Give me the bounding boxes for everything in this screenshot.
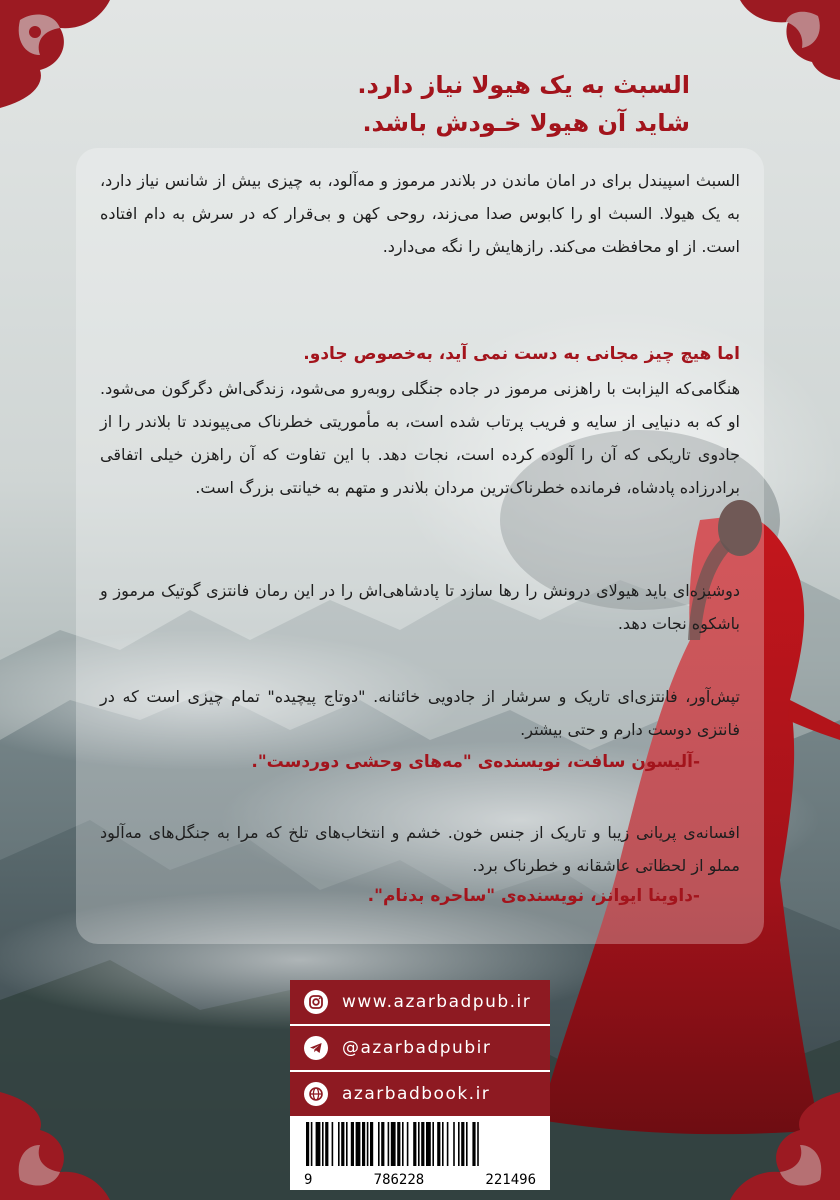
barcode-bar [332, 1122, 334, 1166]
corner-ornament-bottom-right [710, 1090, 840, 1200]
contact-row-bookstore[interactable] [290, 1072, 550, 1118]
barcode-bar [426, 1122, 431, 1166]
publisher-info-box [290, 980, 550, 1190]
barcode-bar [447, 1122, 449, 1166]
barcode-bar [351, 1122, 354, 1166]
tagline [90, 66, 690, 142]
barcode-bars [290, 1118, 550, 1170]
contact-website-text: www.azarbadpub.ir [342, 992, 532, 1012]
corner-ornament-bottom-left [0, 1090, 130, 1200]
barcode-bar [453, 1122, 455, 1166]
barcode-bar [413, 1122, 416, 1166]
telegram-icon [304, 1036, 328, 1060]
barcode-bar [322, 1122, 324, 1166]
barcode-bar [311, 1122, 313, 1166]
isbn-barcode [290, 1118, 550, 1190]
barcode-bar [472, 1122, 475, 1166]
barcode-bar [402, 1122, 404, 1166]
review-quote-2-author: -داوینا ایوانز، نویسنده‌ی "ساحره بدنام". [367, 886, 700, 906]
barcode-bar [461, 1122, 464, 1166]
barcode-bar [466, 1122, 468, 1166]
review-quote-1-author: -آلیسون سافت، نویسنده‌ی "مه‌های وحشی دوردست". [251, 752, 700, 772]
isbn-digit-group-1: 786228 [373, 1172, 425, 1188]
barcode-bar [367, 1122, 369, 1166]
barcode-bar [338, 1122, 340, 1166]
contact-bookstore-text: azarbadbook.ir [342, 1084, 491, 1104]
tagline-line-2: شاید آن هیولا خـودش باشد. [362, 109, 690, 137]
isbn-digit-group-2: 221496 [485, 1172, 536, 1188]
barcode-bar [418, 1122, 420, 1166]
barcode-bar [458, 1122, 460, 1166]
barcode-bar [370, 1122, 373, 1166]
review-quote-2: افسانه‌ی پریانی زیبا و تاریک از جنس خون. خشم و انتخاب‌های تلخ که مرا به جنگل‌های مه‌آلود مملو از لحظاتی عاشقانه و خطرناک برد. [100, 823, 740, 875]
barcode-bar [437, 1122, 440, 1166]
tagline-line-1: السبث به یک هیولا نیاز دارد. [357, 71, 690, 99]
isbn-digit-prefix: 9 [304, 1172, 313, 1188]
barcode-bar [378, 1122, 380, 1166]
barcode-bar [362, 1122, 365, 1166]
barcode-bar [316, 1122, 321, 1166]
barcode-bar [477, 1122, 479, 1166]
barcode-bar [432, 1122, 434, 1166]
barcode-bar [442, 1122, 444, 1166]
synopsis-subheading: اما هیچ چیز مجانی به دست نمی آید، به‌خصوص جادو. [303, 344, 740, 364]
barcode-bar [391, 1122, 396, 1166]
corner-ornament-top-right [730, 0, 840, 80]
barcode-bar [341, 1122, 344, 1166]
barcode-bar [397, 1122, 400, 1166]
isbn-number [290, 1172, 550, 1188]
synopsis-paragraph-1: السبث اسپیندل برای در امان ماندن در بلاندر مرموز و مه‌آلود، به چیزی بیش از شانس نیاز دارد، به یک هیولا. السبث او را کابوس صدا می‌زند، روحی کهن و بی‌قرار که در سرش به دام افتاده است. از او محافظت می‌کند. رازهایش را نگه می‌دارد. [100, 171, 740, 256]
contact-row-telegram[interactable] [290, 1026, 550, 1072]
review-quote-1: تپش‌آور، فانتزی‌ای تاریک و سرشار از جادویی خائنانه. "دوتاج پیچیده" تمام چیزی است که در فانتزی دوست دارم و حتی بیشتر. [100, 687, 740, 739]
barcode-bar [346, 1122, 348, 1166]
instagram-icon [304, 990, 328, 1014]
barcode-bar [306, 1122, 309, 1166]
barcode-bar [388, 1122, 390, 1166]
contact-row-website[interactable] [290, 980, 550, 1026]
barcode-bar [381, 1122, 384, 1166]
synopsis-paragraph-3: دوشیزه‌ای باید هیولای درونش را رها سازد تا پادشاهی‌اش را در این رمان فانتزی گوتیک مرموز و باشکوه نجات دهد. [100, 581, 740, 633]
synopsis-paragraph-2: هنگامی‌که الیزابت با راهزنی مرموز در جاده جنگلی روبه‌رو می‌شود، زندگی‌اش دگرگون می‌شود. او که به دنیایی از سایه و فریب پرتاب شده است، به مأموریتی خطرناک می‌پیوندد تا بلاندر را از جادوی تاریکی که آن را آلوده کرده است، نجات دهد. با این تفاوت که آن راهزن خیلی اتفاقی برادرزاده پادشاه، فرمانده خطرناک‌ترین مردان بلاندر و متهم به خیانتی بزرگ است. [100, 379, 740, 497]
contact-telegram-text: @azarbadpubir [342, 1038, 492, 1058]
barcode-bar [407, 1122, 409, 1166]
barcode-bar [356, 1122, 361, 1166]
barcode-bar [325, 1122, 328, 1166]
barcode-bar [421, 1122, 424, 1166]
globe-icon [304, 1082, 328, 1106]
